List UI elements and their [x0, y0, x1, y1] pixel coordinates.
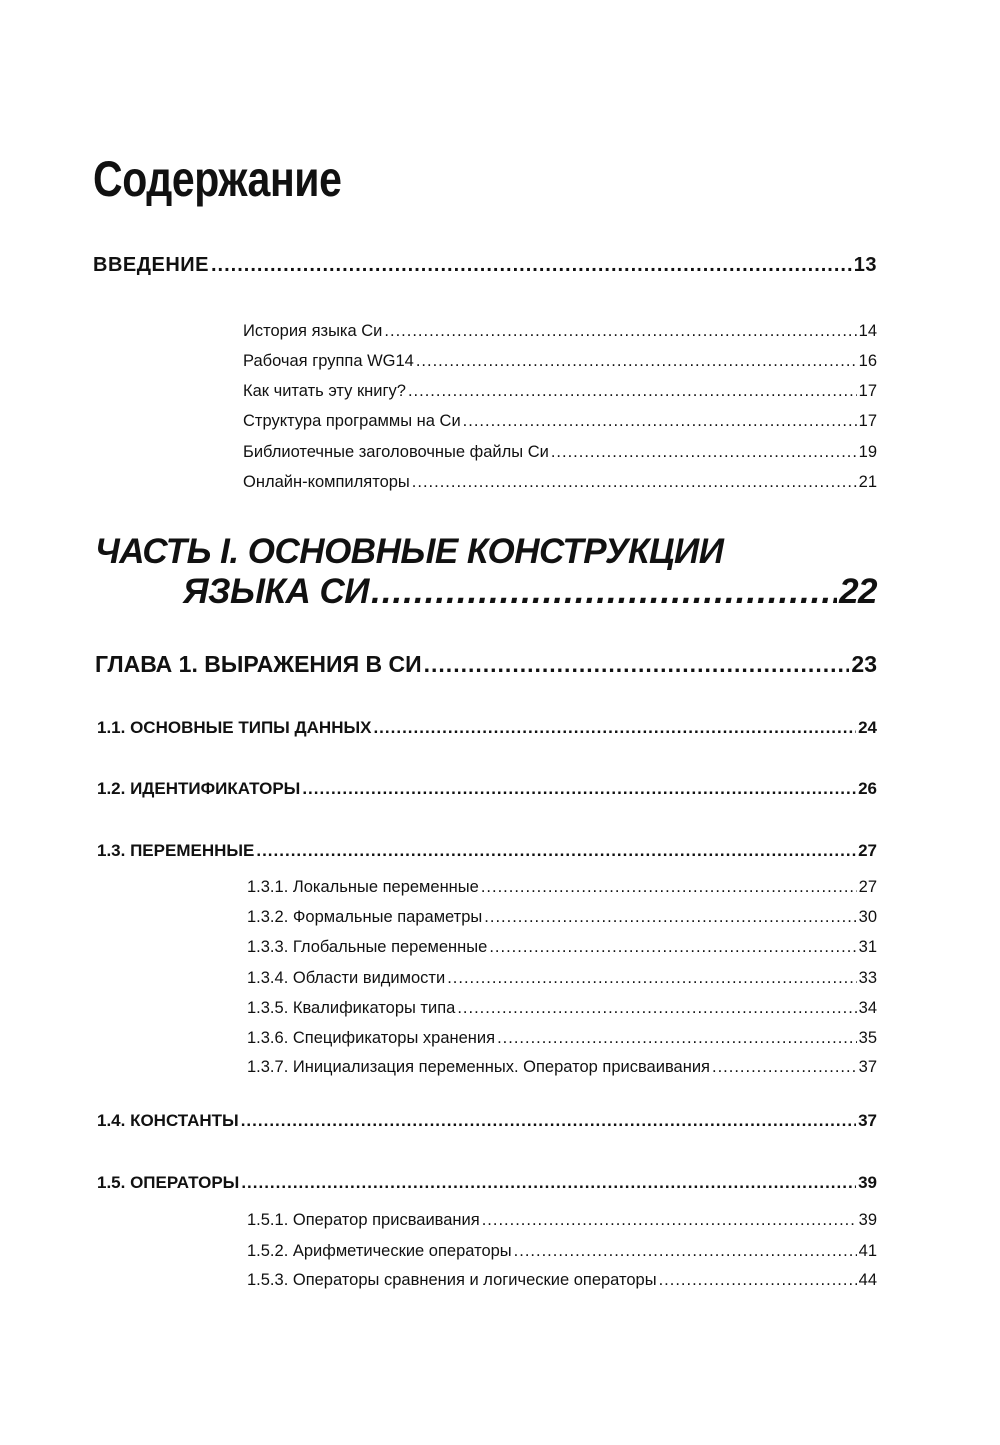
toc-section[interactable]: [97, 836, 877, 866]
dot-leader: [241, 1168, 856, 1198]
dot-leader: [241, 1106, 856, 1136]
toc-label: ВВЕДЕНИЕ: [93, 254, 209, 276]
dot-leader: [712, 1052, 857, 1082]
toc-entry[interactable]: [247, 993, 877, 1023]
toc-label: Структура программы на Си: [243, 412, 461, 430]
toc-page: 21: [858, 473, 877, 491]
dot-leader: [256, 836, 856, 866]
toc-label: 1.5.1. Оператор присваивания: [247, 1211, 480, 1229]
dot-leader: [551, 437, 857, 467]
toc-page: 37: [858, 1111, 877, 1130]
toc-label: Рабочая группа WG14: [243, 352, 414, 370]
toc-entry[interactable]: [247, 963, 877, 993]
toc-entry-intro[interactable]: [93, 250, 877, 280]
toc-label: 1.1. ОСНОВНЫЕ ТИПЫ ДАННЫХ: [97, 718, 372, 737]
toc-page: 24: [858, 718, 877, 737]
toc-page: 26: [858, 779, 877, 798]
toc-page: 27: [858, 841, 877, 860]
toc-page: 13: [853, 254, 877, 276]
toc-page: 39: [858, 1173, 877, 1192]
toc-page: 41: [858, 1242, 877, 1260]
toc-label: 1.3.7. Инициализация переменных. Оператор присваивания: [247, 1058, 710, 1076]
toc-page: 31: [858, 938, 877, 956]
dot-leader: [211, 250, 852, 280]
toc-part-title-line1[interactable]: [95, 530, 723, 574]
dot-leader: [484, 902, 856, 932]
toc-page: 16: [858, 352, 877, 370]
toc-label: 1.3.6. Спецификаторы хранения: [247, 1029, 496, 1047]
toc-entry[interactable]: [243, 406, 877, 436]
toc-entry[interactable]: [247, 932, 877, 962]
toc-part-title-line2[interactable]: [183, 570, 877, 614]
toc-entry[interactable]: [247, 1052, 877, 1082]
toc-entry[interactable]: [243, 346, 877, 376]
toc-entry[interactable]: [243, 316, 877, 346]
toc-entry[interactable]: [247, 1265, 877, 1295]
toc-label: 1.5. ОПЕРАТОРЫ: [97, 1173, 240, 1192]
toc-label: ЯЗЫКА СИ: [183, 572, 369, 611]
toc-label: 1.3.5. Квалификаторы типа: [247, 999, 456, 1017]
dot-leader: [424, 647, 850, 681]
toc-page: 19: [858, 443, 877, 461]
toc-page: 14: [858, 322, 877, 340]
dot-leader: [447, 963, 856, 993]
toc-label: 1.4. КОНСТАНТЫ: [97, 1111, 239, 1130]
toc-label: Библиотечные заголовочные файлы Си: [243, 443, 549, 461]
toc-entry[interactable]: [243, 376, 877, 406]
toc-page: 33: [858, 969, 877, 987]
toc-entry[interactable]: [247, 1236, 877, 1266]
toc-page: 39: [858, 1211, 877, 1229]
dot-leader: [384, 316, 856, 346]
dot-leader: [514, 1236, 857, 1266]
toc-entry[interactable]: [247, 1205, 877, 1235]
toc-page: 35: [858, 1029, 877, 1047]
toc-page: 23: [851, 651, 877, 677]
toc-label: 1.5.3. Операторы сравнения и логические операторы: [247, 1271, 657, 1289]
toc-page: 17: [858, 382, 877, 400]
dot-leader: [412, 467, 857, 497]
toc-page: 27: [858, 878, 877, 896]
toc-page: 17: [858, 412, 877, 430]
toc-page: 30: [858, 908, 877, 926]
toc-label: 1.3.3. Глобальные переменные: [247, 938, 488, 956]
toc-label: 1.3.1. Локальные переменные: [247, 878, 479, 896]
toc-page: 34: [858, 999, 877, 1017]
toc-label: 1.3. ПЕРЕМЕННЫЕ: [97, 841, 255, 860]
toc-section[interactable]: [97, 1106, 877, 1136]
toc-label: 1.2. ИДЕНТИФИКАТОРЫ: [97, 779, 301, 798]
dot-leader: [408, 376, 857, 406]
dot-leader: [302, 774, 856, 804]
toc-chapter[interactable]: [95, 647, 877, 681]
dot-leader: [482, 1205, 857, 1235]
toc-label: ГЛАВА 1. ВЫРАЖЕНИЯ В СИ: [95, 651, 422, 677]
toc-section[interactable]: [97, 774, 877, 804]
toc-label: Как читать эту книгу?: [243, 382, 406, 400]
dot-leader: [481, 872, 857, 902]
dot-leader: [373, 713, 856, 743]
dot-leader: [463, 406, 857, 436]
toc-entry[interactable]: [247, 902, 877, 932]
toc-section[interactable]: [97, 1168, 877, 1198]
toc-label: 1.5.2. Арифметические операторы: [247, 1242, 512, 1260]
toc-entry[interactable]: [247, 872, 877, 902]
dot-leader: [659, 1265, 857, 1295]
dot-leader: [497, 1023, 857, 1053]
dot-leader: [457, 993, 856, 1023]
toc-entry[interactable]: [243, 437, 877, 467]
toc-page: 22: [839, 572, 877, 611]
dot-leader: [416, 346, 857, 376]
toc-entry[interactable]: [247, 1023, 877, 1053]
toc-label: История языка Си: [243, 322, 383, 340]
dot-leader: [371, 570, 837, 614]
page-title: Содержание: [93, 151, 342, 207]
toc-page: 44: [858, 1271, 877, 1289]
toc-label: 1.3.2. Формальные параметры: [247, 908, 483, 926]
toc-entry[interactable]: [243, 467, 877, 497]
toc-label: 1.3.4. Области видимости: [247, 969, 446, 987]
toc-label: ЧАСТЬ I. ОСНОВНЫЕ КОНСТРУКЦИИ: [95, 532, 724, 571]
toc-page: 37: [858, 1058, 877, 1076]
toc-label: Онлайн-компиляторы: [243, 473, 410, 491]
toc-section[interactable]: [97, 713, 877, 743]
dot-leader: [489, 932, 856, 962]
